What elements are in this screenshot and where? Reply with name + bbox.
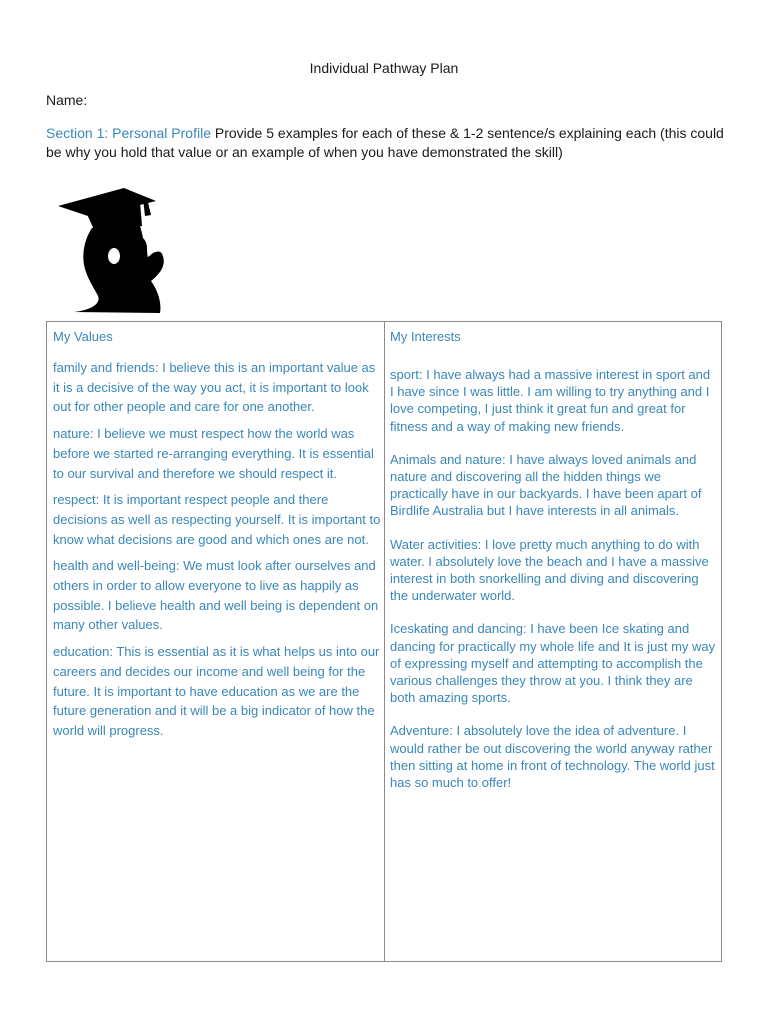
interests-entry: Animals and nature: I have always loved animals and nature and discovering all the hidden things we practically have in our backyards. I have been apart of Birdlife Australia but I have interests in all animals. (390, 451, 702, 519)
values-entry: respect: It is important respect people and there decisions as well as respecting yourself. It is important to know what decisions are good and which ones are not. (53, 492, 381, 547)
interests-entry: sport: I have always had a massive interest in sport and I have since I was little. I am willing to try anything and I love competing, I just think it great fun and great for fitness and a way of making new friends. (390, 367, 711, 434)
interests-list (390, 366, 716, 791)
section-label: Section 1: Personal Profile (46, 125, 211, 141)
values-list (53, 358, 381, 741)
interests-entry: Iceskating and dancing: I have been Ice skating and dancing for practically my whole life and It is just my way of expressing myself and attempting to accomplish the various challenges they throw at you. I think they are both amazing sports. (390, 621, 716, 706)
profile-table (46, 321, 722, 962)
values-entry: nature: I believe we must respect how the world was before we started re-arranging everything. It is essential to our survival and therefore we should respect it. (53, 426, 374, 481)
values-entry: family and friends: I believe this is an important value as it is a decisive of the way you act, it is important to look out for other people and care for one another. (53, 360, 376, 415)
interests-entry: Water activities: I love pretty much anything to do with water. I absolutely love the beach and I have a massive interest in both snorkelling and diving and discovering the underwater world. (390, 536, 709, 604)
name-label: Name: (46, 92, 88, 108)
values-entry: education: This is essential as it is what helps us into our careers and decides our income and well being for the future. It is important to have education as we are the future generation and it will be a big indicator of how the world will progress. (53, 644, 380, 738)
graduate-silhouette-icon (56, 186, 168, 314)
section-instructions: Provide 5 examples for each of these & 1-2 sentence/s explaining each (this could be why you hold that value or an example of when you have demonstrated the skill) (46, 125, 724, 160)
values-heading: My Values (53, 329, 113, 344)
interests-heading: My Interests (390, 329, 461, 344)
document-title: Individual Pathway Plan (309, 60, 459, 76)
section-intro (46, 124, 736, 162)
interests-column (390, 322, 716, 807)
values-entry: health and well-being: We must look after ourselves and others in order to allow everyone to live as happily as possible. I believe health and well being is dependent on many other values. (53, 558, 379, 633)
values-column (53, 322, 381, 748)
column-divider (384, 322, 385, 961)
interests-entry: Adventure: I absolutely love the idea of adventure. I would rather be out discovering the world anyway rather then sitting at home in front of technology. The world just has so much to offer! (390, 723, 715, 791)
